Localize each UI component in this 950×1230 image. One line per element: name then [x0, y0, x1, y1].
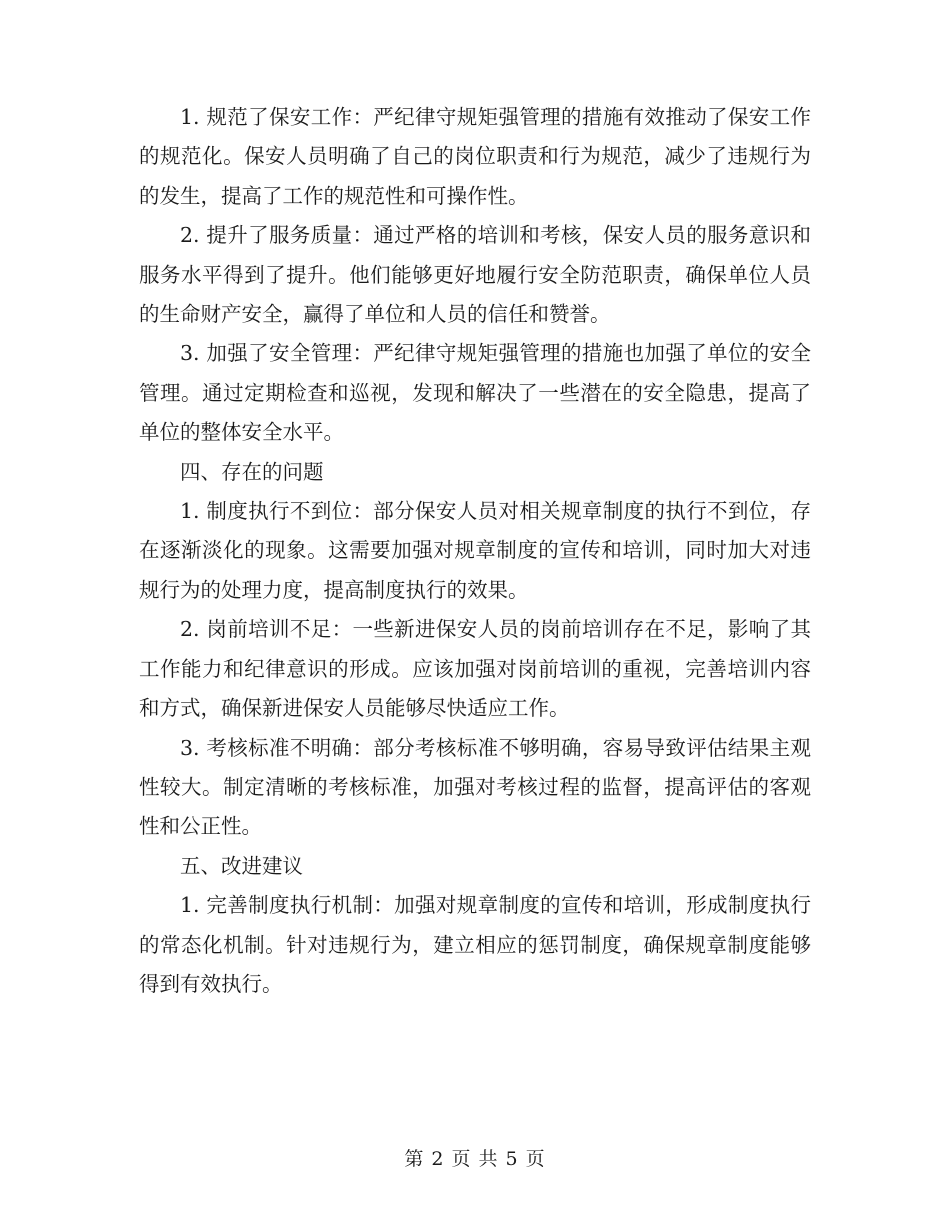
- paragraph-assessment-standards: 3. 考核标准不明确：部分考核标准不够明确，容易导致评估结果主观性较大。制定清晰的考核标准，加强对考核过程的监督，提高评估的客观性和公正性。: [139, 735, 811, 839]
- page-number-footer: 第 2 页 共 5 页: [404, 1148, 546, 1170]
- section-heading-suggestions: 五、改进建议: [180, 853, 303, 878]
- paragraph-enforcement-mechanism: 1. 完善制度执行机制：加强对规章制度的宣传和培训，形成制度执行的常态化机制。针对违规行为，建立相应的惩罚制度，确保规章制度能够得到有效执行。: [139, 893, 811, 996]
- paragraph-pre-job-training: 2. 岗前培训不足：一些新进保安人员的岗前培训存在不足，影响了其工作能力和纪律意识的形成。应该加强对岗前培训的重视，完善培训内容和方式，确保新进保安人员能够尽快适应工作。: [139, 617, 811, 721]
- section-heading-problems: 四、存在的问题: [180, 459, 324, 484]
- document-body: [139, 98, 811, 1004]
- paragraph-rule-enforcement: 1. 制度执行不到位：部分保安人员对相关规章制度的执行不到位，存在逐渐淡化的现象。这需要加强对规章制度的宣传和培训，同时加大对违规行为的处理力度，提高制度执行的效果。: [139, 499, 811, 602]
- paragraph-safety-management: 3. 加强了安全管理：严纪律守规矩强管理的措施也加强了单位的安全管理。通过定期检查和巡视，发现和解决了一些潜在的安全隐患，提高了单位的整体安全水平。: [139, 341, 811, 445]
- paragraph-standardized-work: 1. 规范了保安工作：严纪律守规矩强管理的措施有效推动了保安工作的规范化。保安人员明确了自己的岗位职责和行为规范，减少了违规行为的发生，提高了工作的规范性和可操作性。: [139, 105, 811, 208]
- paragraph-service-quality: 2. 提升了服务质量：通过严格的培训和考核，保安人员的服务意识和服务水平得到了提升。他们能够更好地履行安全防范职责，确保单位人员的生命财产安全，赢得了单位和人员的信任和赞誉。: [139, 223, 811, 327]
